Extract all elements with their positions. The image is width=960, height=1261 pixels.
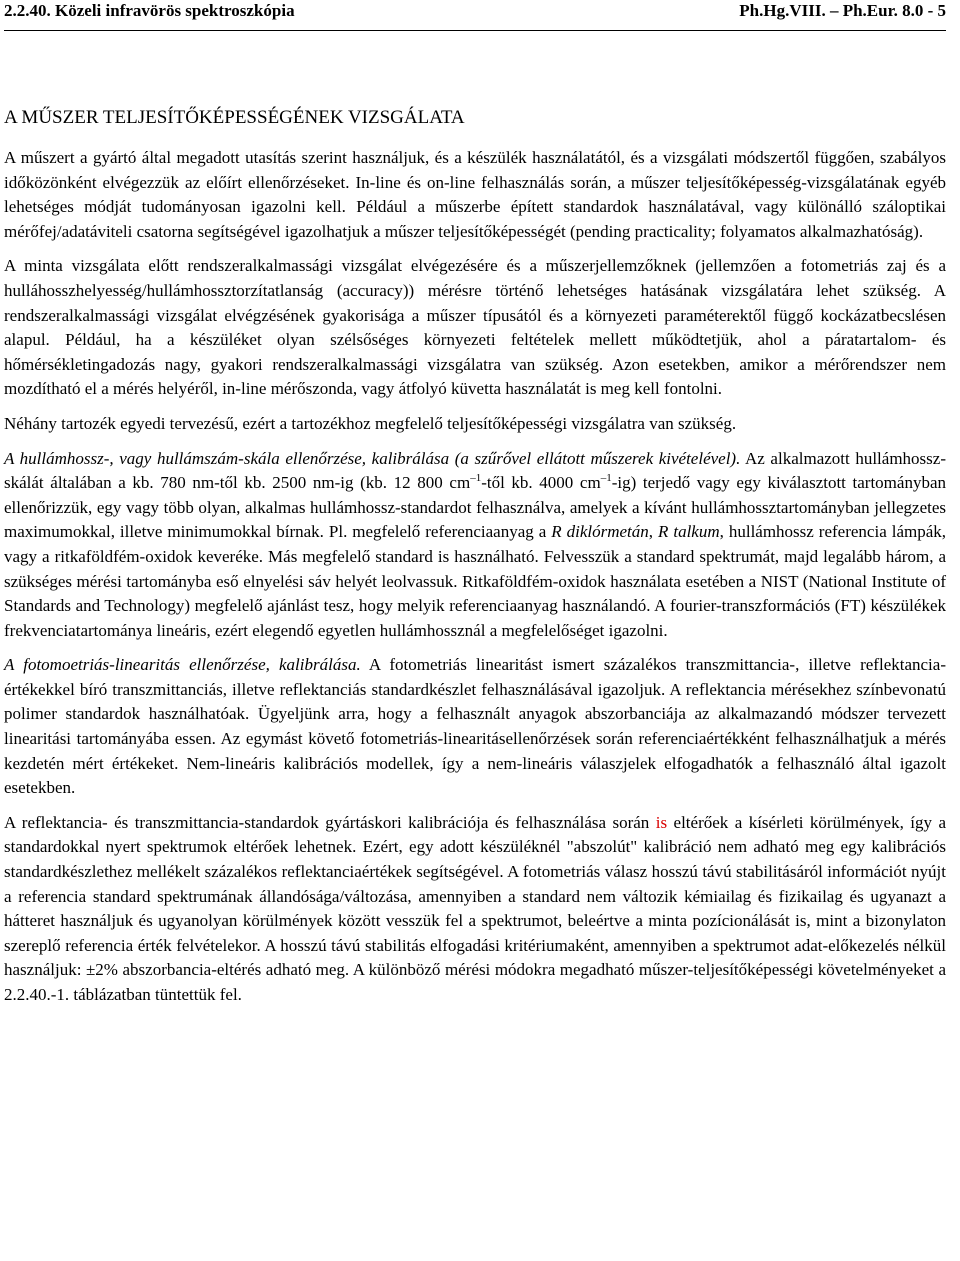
reflectance-text-a: A reflektancia- és transzmittancia-standardok gyártáskori kalibrációja és felhasználása során [4,812,656,832]
document-body [4,106,946,1008]
page-header [4,0,946,31]
wavelength-text-b: -től kb. 4000 cm [481,473,601,493]
section-title: A MŰSZER TELJESÍTŐKÉPESSÉGÉNEK VIZSGÁLATA [4,107,465,128]
wavelength-calibration-heading: A hullámhossz-, vagy hullámszám-skála ellenőrzése, kalibrálása (a szűrővel ellátott műszerek kivételével). [4,448,741,468]
paragraph-accessories: Néhány tartozék egyedi tervezésű, ezért a tartozékhoz megfelelő teljesítőképességi vizsgálatra van szükség. [4,413,737,433]
wavelength-text-a: Az alkalmazott hullámhossz-skálát általában a kb. 780 nm-től kb. 2500 nm-ig (kb. 12 800 cm [4,448,946,493]
wavenumber-exponent-1: –1 [470,472,482,485]
reflectance-text-b: eltérőek a kísérleti körülmények, így a standardokkal nyert spektrumok eltérőek lehetnek. Ezért, egy adott készüléknél "abszolút" kalibráció nem adható meg egy kalibrációs standardkészlethez mellékelt százalékos reflektanciaértékek segítségével. A fotometriás válasz hosszú távú stabilitásáról információt nyújt a referencia standard spektrumának állandósága/változása, amennyiben a standard nem változik kémiailag és fizikailag és ugyanazt a hátteret használjuk és ugyanolyan körülmények között vesszük fel a spektrumot, beleértve a minta pozícionálását is, mint a bizonylaton szereplő referencia érték felvételekor. A hosszú távú stabilitás elfogadási kritériumaként, amennyiben a spektrumot adat-előkezelés nélkül használjuk: ±2% abszorbancia-eltérés adható meg. A különböző mérési módokra megadható műszer-teljesítőképességi követelményeket a 2.2.40.-1. táblázatban tüntettük fel. [4,812,946,1004]
header-pharmacopoeia-ref: Ph.Hg.VIII. – Ph.Eur. 8.0 - 5 [739,1,946,20]
photometric-linearity-text: A fotometriás linearitást ismert százalékos transzmittancia-, illetve reflektancia-értékekkel bíró transzmittanciás, illetve reflektanciás standardkészlet felhasználásával igazoljuk. A reflektancia mérésekhez színbevonatú polimer standardok használhatóak. Ügyeljünk arra, hogy a felhasznált anyagok abszorbanciája az alkalmazandó módszer tervezett linearitási tartományába essen. Az egymást követő fotometriás-linearitásellenőrzések során referenciaértékként felhasználhatjuk a mérés kezdetén mért értékeket. Nem-lineáris kalibrációs modellek, így a nem-lineáris válaszjelek elfogadhatók a felhasználó által igazolt esetekben. [4,655,946,798]
paragraph-instrument-checks: A műszert a gyártó által megadott utasítás szerint használjuk, és a készülék használatától, és a vizsgálati módszertől függően, szabályos időközönként elvégezzük az előírt ellenőrzéseket. In-line és on-line felhasználás során, a műszer teljesítőképesség-vizsgálatának egyéb lehetséges módját tudományosan igazolni kell. Például a műszerbe épített standardok használatával, vagy különálló száloptikai mérőfej/adatáviteli csatorna segítségével igazolhatjuk a műszer teljesítőképességét (pending practicality; folyamatos alkalmazhatóság). [4,148,946,241]
paragraph-reflectance-standards [4,811,946,1008]
wavelength-text-d: , [648,522,658,542]
reference-material-talc: R talkum [658,522,720,542]
paragraph-photometric-linearity [4,653,946,801]
highlighted-word: is [655,812,668,832]
paragraph-system-suitability: A minta vizsgálata előtt rendszeralkalmassági vizsgálat elvégezésére és a műszerjellemzőknek (jellemzően a fotometriás zaj és a hulláhosszhelyesség/hullámhossztorzítatlanság (accuracy)) mérésre történő lehetséges hatásának vizsgálatára lehet szükség. A rendszeralkalmassági vizsgálat elvégzésének gyakorisága a műszer típusától és a környezeti paraméterektől függő kockázatbecslésen alapul. Például, ha a készüléket olyan szélsőséges környezeti feltételek mellett működtetjük, ahol a páratartalom- és hőmérsékletingadozás nagy, gyakori rendszeralkalmassági vizsgálatra van szükség. Azon esetekben, amikor a mérőrendszer nem mozdítható el a mérés helyéről, in-line mérőszonda, vagy átfolyó küvetta használatát is meg kell fontolni. [4,256,946,399]
paragraph-wavelength-calibration [4,447,946,644]
reference-material-dichloromethane: R diklórmetán [551,522,649,542]
header-chapter-title: 2.2.40. Közeli infravörös spektroszkópia [4,1,295,20]
wavelength-text-e: , hullámhossz referencia lámpák, vagy a ritkaföldfém-oxidok keveréke. Más megfelelő standard is használható. Felvesszük a standard spektrumát, majd legalább három, a szükséges mérési tartományba eső elnyelési sáv helyét leolvassuk. Ritkaföldfém-oxidok használata esetében a NIST (National Institute of Standards and Technology) megfelelő ajánlást tesz, hogy melyik referenciaanyag használandó. A fourier-transzformációs (FT) készülékek frekvenciatartománya lineáris, ezért elegendő egyetlen hullámhossznál a megfelelőséget igazolni. [4,522,947,640]
photometric-linearity-heading: A fotomoetriás-linearitás ellenőrzése, kalibrálása. [4,655,361,675]
wavenumber-exponent-2: –1 [600,472,612,485]
wavelength-text-c: -ig) terjedő vagy egy kiválasztott tartományban ellenőrizzük, egy vagy több olyan, alkalmas hullámhossz-standardot felhasználva, amelyek a kívánt hullámhossztartományban jellegzetes maximumokkal, illetve minimumokkal bírnak. Pl. megfelelő referenciaanyag a [4,473,947,542]
